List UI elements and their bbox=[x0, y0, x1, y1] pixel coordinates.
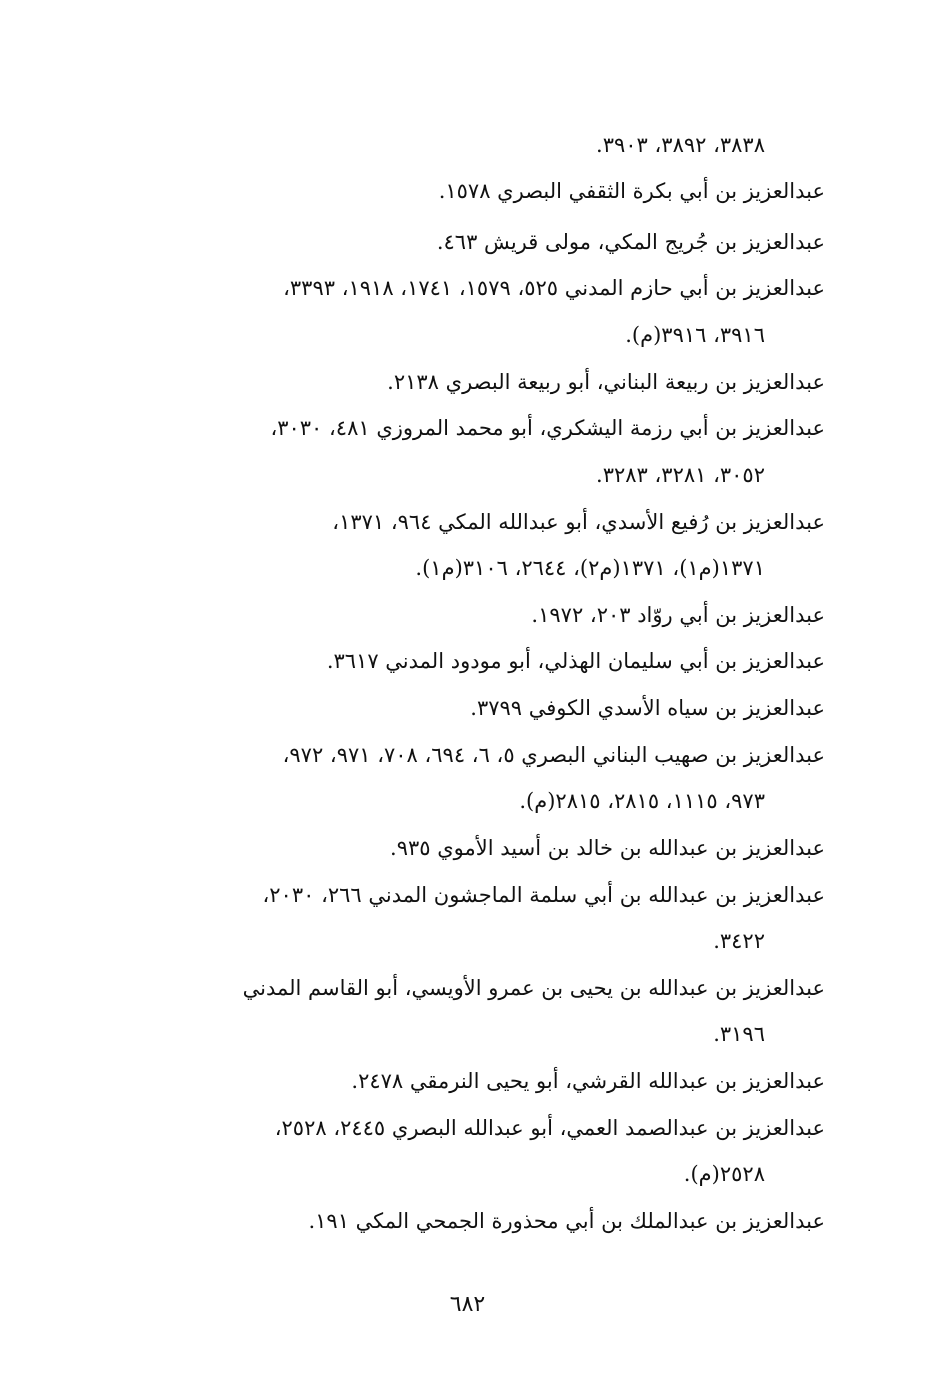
index-line: عبدالعزيز بن صهيب البناني البصري ٥، ٦، ٦٩٤، ٧٠٨، ٩٧١، ٩٧٢، bbox=[282, 743, 825, 767]
index-line: عبدالعزيز بن عبدالملك بن أبي محذورة الجمحي المكي ١٩١. bbox=[308, 1209, 825, 1233]
index-line: عبدالعزيز بن أبي بكرة الثقفي البصري ١٥٧٨. bbox=[438, 179, 825, 203]
index-line: عبدالعزيز بن رُفيع الأسدي، أبو عبدالله المكي ٩٦٤، ١٣٧١، bbox=[332, 510, 825, 534]
index-line: عبدالعزيز بن ربيعة البناني، أبو ربيعة البصري ٢١٣٨. bbox=[387, 370, 825, 394]
index-line: ٢٥٢٨(م). bbox=[683, 1162, 765, 1186]
page-number: ٦٨٢ bbox=[449, 1292, 486, 1317]
index-line: ٣٤٢٢. bbox=[713, 929, 765, 953]
index-line: ٣٩١٦، ٣٩١٦(م). bbox=[625, 323, 765, 347]
index-line: عبدالعزيز بن سياه الأسدي الكوفي ٣٧٩٩. bbox=[470, 696, 825, 720]
index-line: ٣٨٣٨، ٣٨٩٢، ٣٩٠٣. bbox=[596, 133, 765, 157]
index-line: عبدالعزيز بن عبدالصمد العمي، أبو عبدالله البصري ٢٤٤٥، ٢٥٢٨، bbox=[274, 1116, 825, 1140]
index-line: عبدالعزيز بن أبي سليمان الهذلي، أبو مودود المدني ٣٦١٧. bbox=[326, 649, 825, 673]
index-line: ٩٧٣، ١١١٥، ٢٨١٥، ٢٨١٥(م). bbox=[519, 789, 765, 813]
index-line: عبدالعزيز بن أبي رزمة اليشكري، أبو محمد المروزي ٤٨١، ٣٠٣٠، bbox=[270, 416, 825, 440]
index-line: عبدالعزيز بن أبي روّاد ٢٠٣، ١٩٧٢. bbox=[531, 603, 825, 627]
index-line: عبدالعزيز بن عبدالله بن أبي سلمة الماجشون المدني ٢٦٦، ٢٠٣٠، bbox=[262, 883, 825, 907]
index-line: عبدالعزيز بن عبدالله بن يحيى بن عمرو الأويسي، أبو القاسم المدني bbox=[242, 976, 825, 1000]
index-line: ١٣٧١(م١)، ١٣٧١(م٢)، ٢٦٤٤، ٣١٠٦(م١). bbox=[415, 556, 765, 580]
index-line: عبدالعزيز بن جُريج المكي، مولى قريش ٤٦٣. bbox=[436, 230, 825, 254]
index-line: عبدالعزيز بن عبدالله بن خالد بن أسيد الأموي ٩٣٥. bbox=[390, 836, 825, 860]
index-line: عبدالعزيز بن أبي حازم المدني ٥٢٥، ١٥٧٩، ١٧٤١، ١٩١٨، ٣٣٩٣، bbox=[283, 276, 825, 300]
index-line: عبدالعزيز بن عبدالله القرشي، أبو يحيى النرمقي ٢٤٧٨. bbox=[351, 1069, 825, 1093]
index-line: ٣١٩٦. bbox=[713, 1022, 765, 1046]
index-line: ٣٠٥٢، ٣٢٨١، ٣٢٨٣. bbox=[596, 463, 765, 487]
